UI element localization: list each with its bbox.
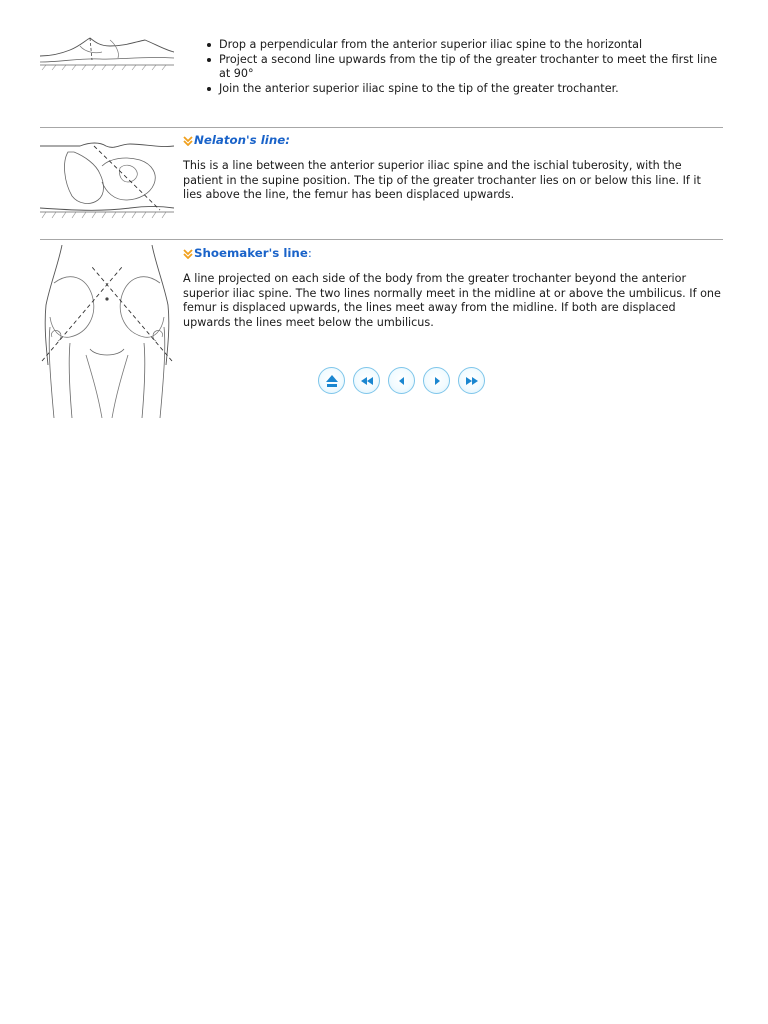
shoemaker-heading [183,246,723,261]
bryant-text [183,38,723,96]
pelvis-supine-figure [40,138,174,224]
section-bryant [40,30,723,110]
nelaton-heading-label: elaton's line: [203,133,290,148]
shoemaker-heading-colon: : [307,246,312,261]
shoemaker-paragraph: A line projected on each side of the body from the greater trochanter beyond the anterior superior iliac spine. The two lines normally meet in the midline at or above the umbilicus. If one femur is displaced upwards, the lines meet away from the midline. If both are displaced upwards the lines meet below the umbilicus. [183,272,721,329]
orange-arrow-icon [183,249,193,259]
nelaton-paragraph: This is a line between the anterior superior iliac spine and the ischial tuberosity, with the patient in the supine position. The tip of the greater trochanter lies on or below this line. If it lies above the line, the femur has been displaced upwards. [183,159,701,202]
shoemaker-illustration [40,245,174,418]
previous-page-button[interactable] [388,367,415,394]
nelaton-illustration [40,138,174,224]
last-page-button[interactable] [458,367,485,394]
nelaton-heading-initial: N [194,133,204,148]
fast-forward-icon [464,373,480,389]
next-page-button[interactable] [423,367,450,394]
list-item: Project a second line upwards from the tip of the greater trochanter to meet the first line at 90° [219,53,723,82]
page-navigation [318,367,493,394]
rewind-icon [359,373,375,389]
nelaton-text [183,133,723,203]
shoemaker-heading-label: Shoemaker's line [194,246,308,261]
steps-list [183,38,723,96]
next-icon [429,373,445,389]
list-item: Drop a perpendicular from the anterior superior iliac spine to the horizontal [219,38,723,53]
nelaton-heading [183,133,723,148]
pelvis-side-illustration [40,34,174,74]
eject-icon [324,373,340,389]
list-item: Join the anterior superior iliac spine to the tip of the greater trochanter. [219,82,723,97]
pelvis-front-figure [40,245,174,418]
pelvis-side-figure [40,34,174,74]
section-nelaton [40,128,723,238]
previous-icon [394,373,410,389]
first-page-button[interactable] [353,367,380,394]
orange-arrow-icon [183,136,193,146]
up-button[interactable] [318,367,345,394]
shoemaker-text [183,246,723,330]
